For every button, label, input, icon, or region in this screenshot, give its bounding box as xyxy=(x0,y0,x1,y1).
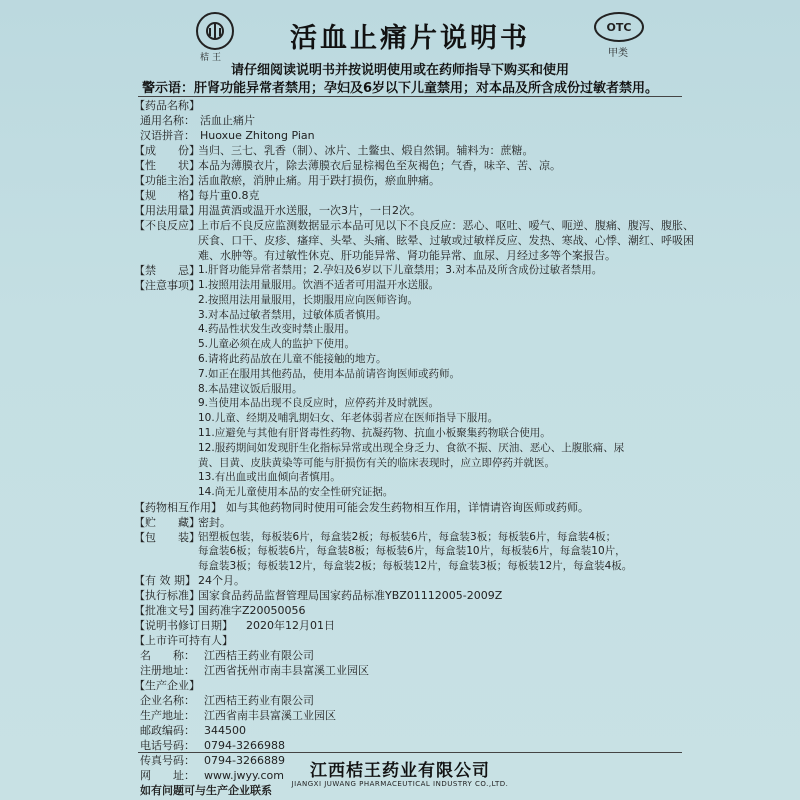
company-logo-icon xyxy=(196,12,234,50)
manufacturer-name-row: 企业名称： 江西桔王药业有限公司 xyxy=(140,694,314,708)
drug-name-heading: 【药品名称】 xyxy=(134,99,200,112)
precaution-item: 9.当使用本品出现不良反应时，应停药并及时就医。 xyxy=(198,397,440,410)
revision-date-row: 【说明书修订日期】 2020年12月01日 xyxy=(134,619,335,633)
standard-row: 【执行标准】 国家食品药品监督管理局国家药品标准YBZ01112005-2009Z xyxy=(134,589,503,603)
mah-name-row: 名 称： 江西桔王药业有限公司 xyxy=(140,649,314,663)
spec-row: 【规 格】 每片重0.8克 xyxy=(134,189,260,202)
packaging-row: 【包 装】 铝塑板包装，每板装6片，每盒装2板；每板装6片，每盒装3板；每板装6片，每盒装4板； 每盒装6板；每板装6片，每盒装8板；每板装6片，每盒装10片，每板装6片，每盒装10片， 每盒装3板；每板装12片，每盒装2板；每板装12片，每盒装3板；每板装12片，每盒装4板。 xyxy=(134,530,694,574)
warning-text: 肝肾功能异常者禁用；孕妇及6岁以下儿童禁用；对本品及所含成份过敏者禁用。 xyxy=(193,81,659,96)
header-divider xyxy=(138,96,682,97)
precaution-item: 3.对本品过敏者禁用，过敏体质者慎用。 xyxy=(198,308,387,321)
fax-row: 传真号码： 0794-3266889 xyxy=(140,754,285,768)
precaution-item: 1.按照用法用量服用。饮酒不适者可用温开水送服。 xyxy=(198,279,440,291)
interaction-row: 【药物相互作用】 如与其他药物同时使用可能会发生药物相互作用，详情请咨询医师或药师。 xyxy=(134,500,589,514)
indications-row: 【功能主治】 活血散瘀，消肿止痛。用于跌打损伤，瘀血肿痛。 xyxy=(134,174,440,187)
manufacturer-address-row: 生产地址： 江西省南丰县富溪工业园区 xyxy=(140,709,336,723)
warning-label: 警示语： xyxy=(141,81,194,96)
packaging-line: 铝塑板包装，每板装6片，每盒装2板；每板装6片，每盒装3板；每板装6片，每盒装4板； xyxy=(198,530,617,543)
logo-caption: 桔王 xyxy=(200,53,225,63)
footer-company-name-en: JIANGXI JUWANG PHARMACEUTICAL INDUSTRY CO.,LTD. xyxy=(291,780,509,788)
contact-note: 如有问题可与生产企业联系 xyxy=(140,784,272,798)
precaution-item: 4.药品性状发生改变时禁止服用。 xyxy=(198,323,356,336)
precaution-item: 11.应避免与其他有肝肾毒性药物、抗凝药物、抗血小板聚集药物联合使用。 xyxy=(198,426,551,439)
precaution-item: 13.有出血或出血倾向者慎用。 xyxy=(198,471,341,484)
precautions-row: 【注意事项】 1.按照用法用量服用。饮酒不适者可用温开水送服。 2.按照用法用量服用，长期服用应向医师咨询。 3.对本品过敏者禁用，过敏体质者慎用。 4.药品性状发生改变时禁止服用。 5.儿童必须在成人的监护下使用。 6.请将此药品放在儿童不能接触的地方。 7.如正在服用其他药品，使用本品前请咨询医师或药师。 8.本品建议饭后服用。 9.当使用本品出现不良反应时，应停药并及时就医。 10.儿童、经期及哺乳期妇女、年老体弱者应在医师指导下服用。 11.应避免与其他有肝肾毒性药物、抗凝药物、抗血小板聚集药物联合使用。 12.服药期间如发现肝生化指标异常或出现全身乏力、食欲不振、厌油、恶心、上腹胀痛、尿 黄、目黄、皮肤黄染等可能与肝损伤有关的临床表现时，应立即停药并就医。 13.有出血或出血倾向者慎用。 14.尚无儿童使用本品的安全性研究证据。 xyxy=(134,278,694,500)
contraindications-row: 【禁 忌】 1.肝肾功能异常者禁用；2.孕妇及6岁以下儿童禁用；3.对本品及所含成份过敏者禁用。 xyxy=(134,264,603,277)
precautions-list xyxy=(198,278,694,500)
packaging-line: 每盒装6板；每板装6片，每盒装8板；每板装6片，每盒装10片，每板装6片，每盒装10片， xyxy=(198,545,626,558)
approval-row: 【批准文号】 国药准字Z20050056 xyxy=(134,604,306,618)
ingredients-row: 【成 份】 当归、三七、乳香（制）、冰片、土鳖虫、煅自然铜。辅料为：蔗糖。 xyxy=(134,144,534,157)
precaution-item: 12.服药期间如发现肝生化指标异常或出现全身乏力、食欲不振、厌油、恶心、上腹胀痛、尿 xyxy=(198,441,625,454)
phone-row: 电话号码： 0794-3266988 xyxy=(140,739,285,753)
otc-badge: OTC xyxy=(594,12,644,42)
precaution-item: 5.儿童必须在成人的监护下使用。 xyxy=(198,338,356,351)
common-name-row: 通用名称： 活血止痛片 xyxy=(140,114,255,127)
adverse-reactions-row: 【不良反应】 上市后不良反应监测数据显示本品可见以下不良反应：恶心、呕吐、嗳气、呃逆、腹痛、腹泻、腹胀、厌食、口干、皮疹、瘙痒、头晕、头痛、眩晕、过敏或过敏样反应、发热、寒战、心悸、潮红、呼吸困难、水肿等。有过敏性休克、肝功能异常、肾功能异常、血尿、月经过多等个案报告。 xyxy=(134,219,694,262)
mah-address-row: 注册地址： 江西省抚州市南丰县富溪工业园区 xyxy=(140,664,369,678)
expiry-row: 【有 效 期】 24个月。 xyxy=(134,574,245,588)
footer-company-name: 江西桔王药业有限公司 xyxy=(310,761,490,781)
pinyin-row: 汉语拼音： Huoxue Zhitong Pian xyxy=(140,129,315,142)
usage-instruction: 请仔细阅读说明书并按说明使用或在药师指导下购买和使用 xyxy=(230,63,569,78)
packaging-list xyxy=(198,530,694,574)
precaution-item: 2.按照用法用量服用，长期服用应向医师咨询。 xyxy=(198,293,419,306)
packaging-line: 每盒装3板；每板装12片，每盒装2板；每板装12片，每盒装3板；每板装12片，每盒装4板。 xyxy=(198,559,633,572)
otc-category: 甲类 xyxy=(608,48,628,59)
precaution-item: 10.儿童、经期及哺乳期妇女、年老体弱者应在医师指导下服用。 xyxy=(198,412,499,425)
precaution-item: 8.本品建议饭后服用。 xyxy=(198,382,303,395)
usage-row: 【用法用量】 用温黄酒或温开水送服，一次3片，一日2次。 xyxy=(134,204,421,217)
footer-divider xyxy=(138,752,682,753)
precaution-item: 7.如正在服用其他药品，使用本品前请咨询医师或药师。 xyxy=(198,367,461,380)
manufacturer-heading: 【生产企业】 xyxy=(134,679,200,693)
leaflet-body xyxy=(134,98,694,798)
mah-heading: 【上市许可持有人】 xyxy=(134,634,233,648)
warning-line xyxy=(0,77,800,96)
properties-row: 【性 状】 本品为薄膜衣片，除去薄膜衣后显棕褐色至灰褐色；气香，味辛、苦、凉。 xyxy=(134,159,561,172)
zip-row: 邮政编码： 344500 xyxy=(140,724,246,738)
precaution-item: 6.请将此药品放在儿童不能接触的地方。 xyxy=(198,352,387,365)
precaution-item: 14.尚无儿童使用本品的安全性研究证据。 xyxy=(198,486,394,499)
website-row: 网 址： www.jwyy.com xyxy=(140,769,284,783)
storage-row: 【贮 藏】 密封。 xyxy=(134,515,231,529)
page-title: 活血止痛片说明书 xyxy=(290,23,530,54)
precaution-item: 黄、目黄、皮肤黄染等可能与肝损伤有关的临床表现时，应立即停药并就医。 xyxy=(198,456,555,469)
